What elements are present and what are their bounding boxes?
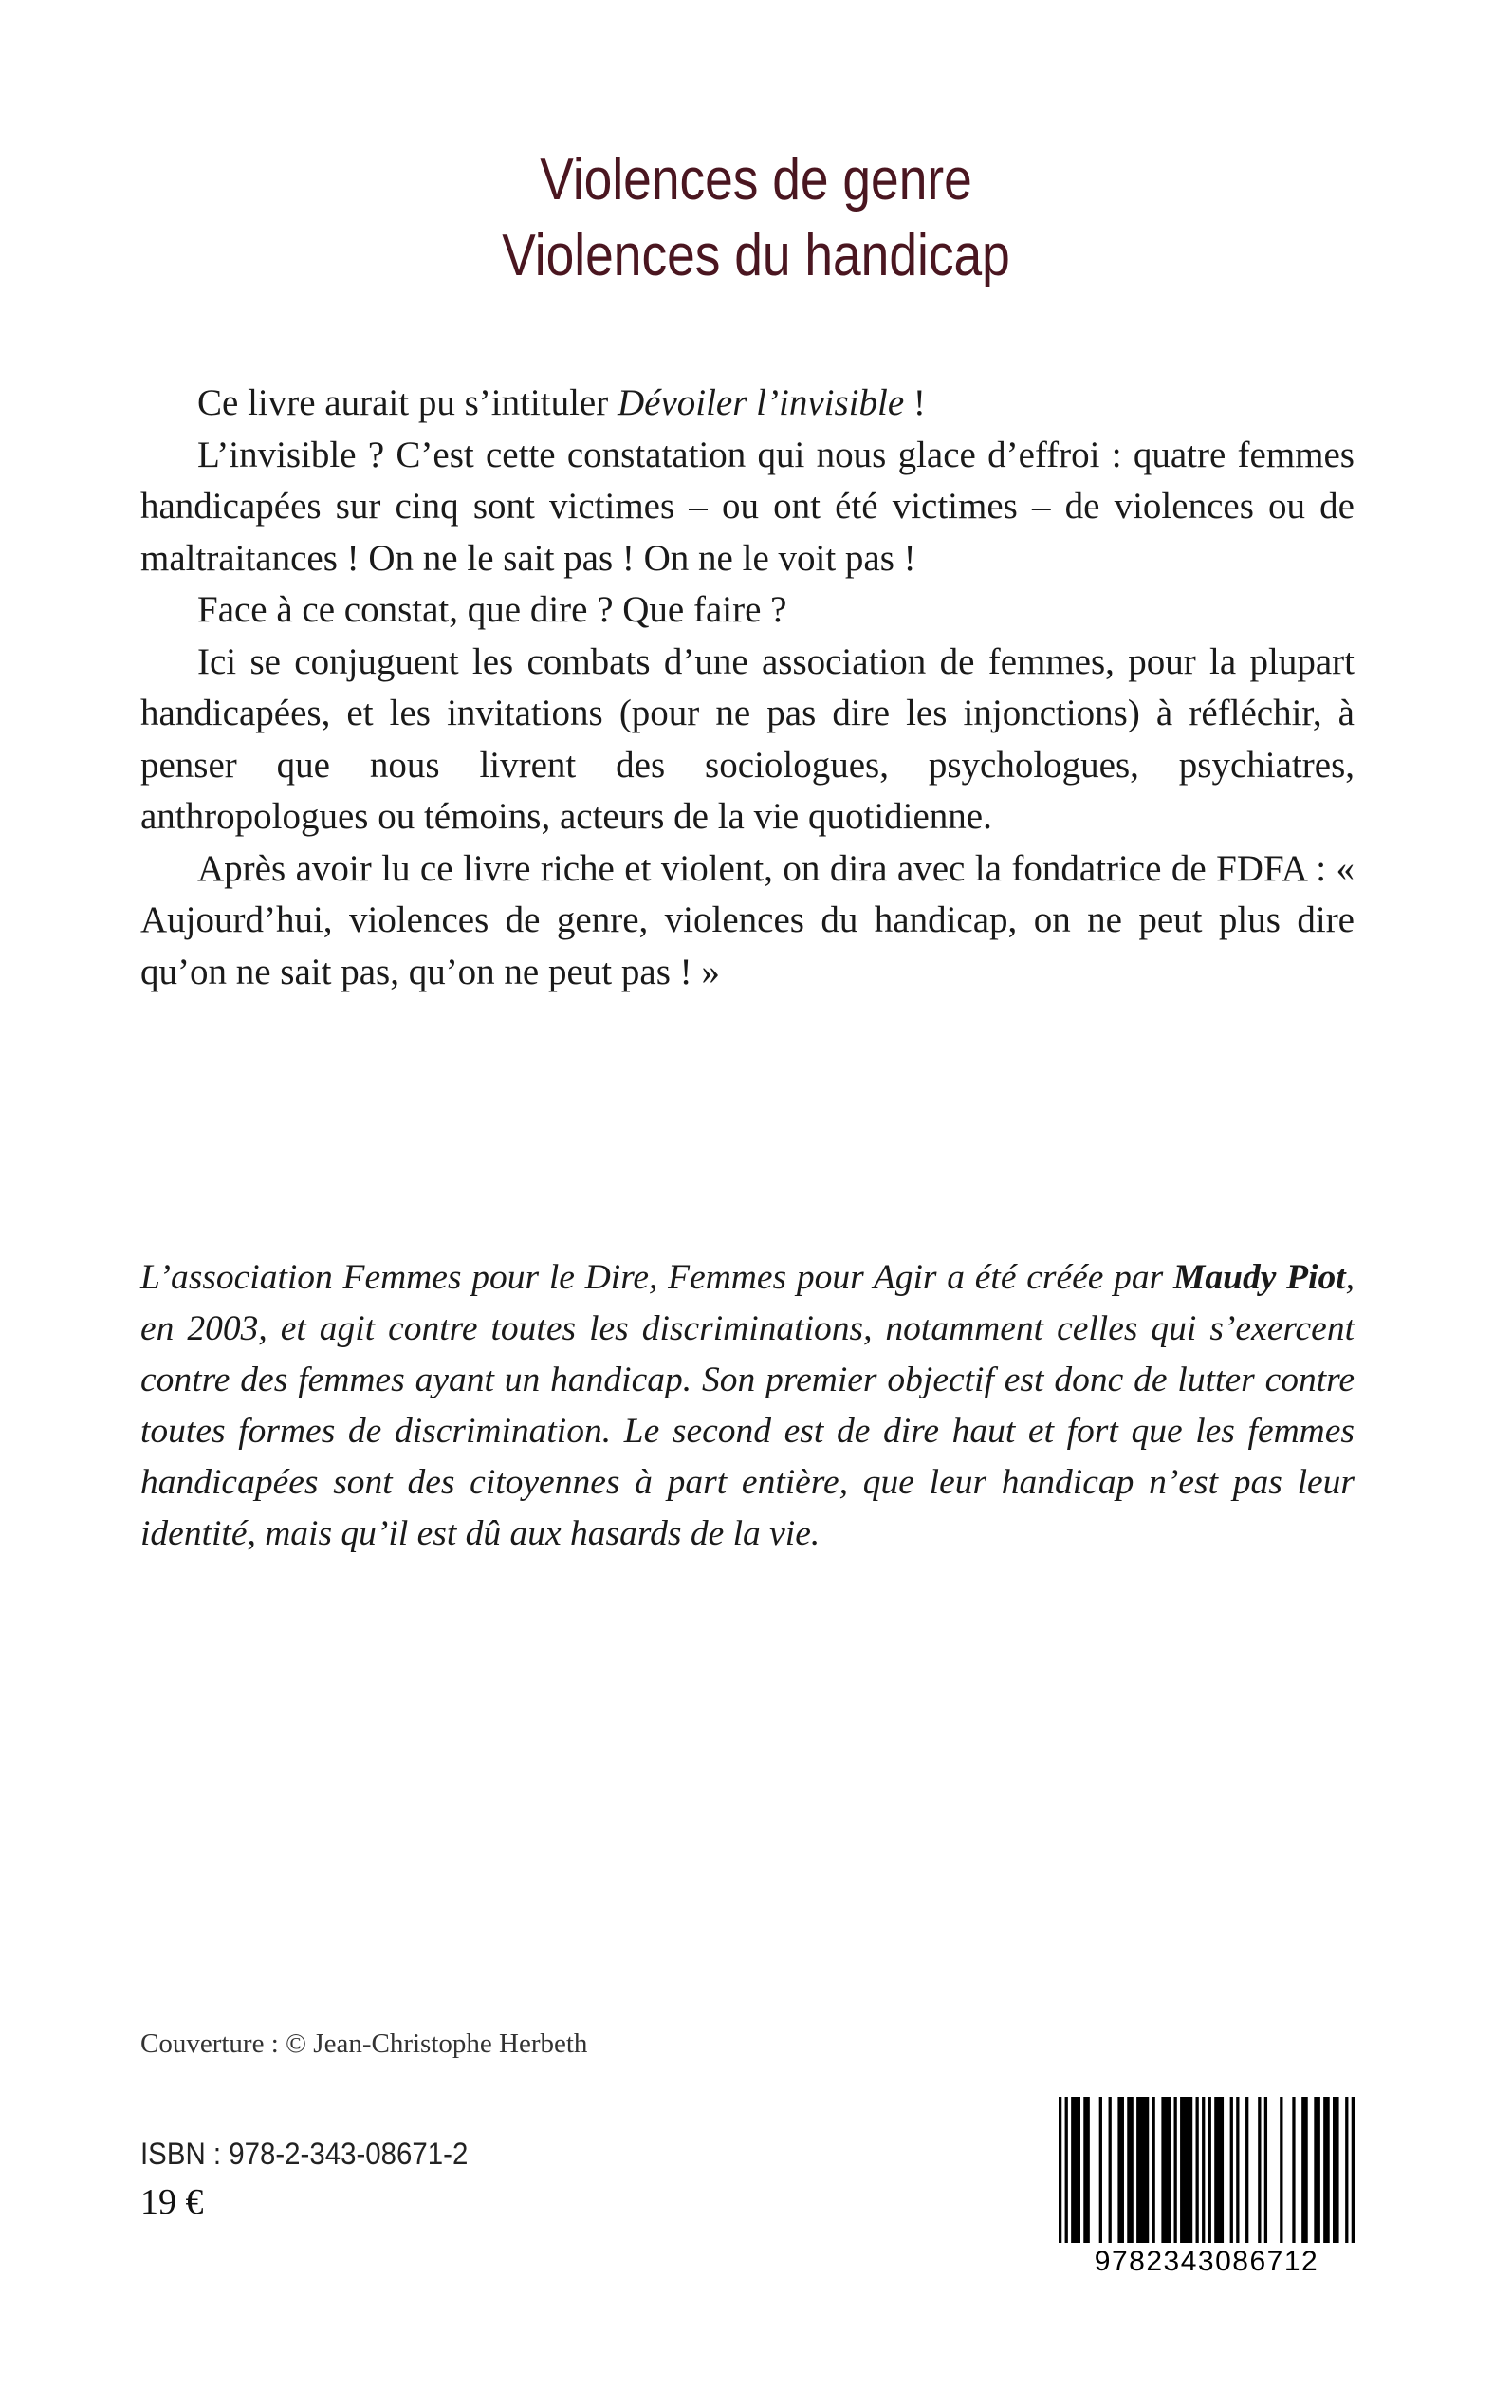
blurb-paragraph-5: Après avoir lu ce livre riche et violent, on dira avec la fondatrice de FDFA : « Aujourd’hui, violences de genre, violences du handicap, on ne peut plus dire qu’on ne sait pas, qu’on ne peut pas ! »	[140, 847, 1355, 992]
association-text-start: L’association Femmes pour le Dire, Femmes pour Agir a été créée par	[140, 1258, 1174, 1297]
price: 19 €	[140, 2182, 204, 2222]
barcode-bar	[1071, 2097, 1080, 2249]
barcode-digits: 9782343086712	[1059, 2243, 1355, 2281]
barcode-bar	[1202, 2097, 1205, 2249]
association-paragraph	[140, 1252, 1355, 1560]
barcode-bar	[1208, 2097, 1211, 2249]
title-line-1: Violences de genre	[540, 147, 972, 213]
barcode-bar	[1314, 2097, 1320, 2249]
book-title	[106, 142, 1407, 294]
barcode-bar	[1196, 2097, 1199, 2249]
barcode-bar	[1180, 2097, 1192, 2249]
barcode-bar	[1264, 2097, 1267, 2249]
barcode-bar	[1245, 2097, 1248, 2249]
blurb-paragraph-1	[140, 378, 1355, 430]
barcode-bar	[1280, 2097, 1282, 2249]
barcode-bar	[1083, 2097, 1090, 2249]
barcode-bar	[1230, 2097, 1233, 2249]
founder-name: Maudy Piot	[1173, 1258, 1346, 1297]
barcode-bar	[1352, 2097, 1355, 2249]
barcode-bar	[1258, 2097, 1261, 2249]
barcode-bar	[1127, 2097, 1134, 2249]
cover-credit: Couverture : © Jean-Christophe Herbeth	[140, 2028, 588, 2059]
barcode-bar	[1236, 2097, 1239, 2249]
barcode-bar	[1174, 2097, 1177, 2249]
blurb-paragraph-4: Ici se conjuguent les combats d’une association de femmes, pour la plupart handicapées, et les invitations (pour ne pas dire les injonctions) à réfléchir, à penser que nous livrent des sociologues, psychologues, psychiatres, anthropologues ou témoins, acteurs de la vie quotidienne.	[140, 640, 1355, 837]
barcode-bar	[1161, 2097, 1171, 2249]
blurb-p1-end: !	[904, 382, 926, 423]
barcode-bar	[1065, 2097, 1068, 2249]
barcode	[1059, 2097, 1355, 2283]
barcode-bar	[1152, 2097, 1155, 2249]
association-text-end: , en 2003, et agit contre toutes les discriminations, notamment celles qui s’exercent contre des femmes ayant un handicap. Son premier objectif est donc de lutter contre toutes formes de discrimination. Le second est de dire haut et fort que les femmes handicapées sont des citoyennes à part entière, que leur handicap n’est pas leur identité, mais qu’il est dû aux hasards de la vie.	[140, 1258, 1355, 1553]
barcode-bar	[1117, 2097, 1124, 2249]
association-description	[140, 1252, 1355, 1560]
barcode-bar	[1136, 2097, 1149, 2249]
barcode-bar	[1109, 2097, 1112, 2249]
barcode-bar	[1333, 2097, 1339, 2249]
blurb-p1-italic-title: Dévoiler l’invisible	[617, 382, 905, 423]
title-line-2: Violences du handicap	[502, 223, 1010, 288]
barcode-bar	[1059, 2097, 1061, 2249]
barcode-bar	[1099, 2097, 1102, 2249]
barcode-bar	[1214, 2097, 1224, 2249]
barcode-bars	[1059, 2097, 1355, 2249]
blurb-paragraph-3: Face à ce constat, que dire ? Que faire ?	[197, 589, 787, 630]
barcode-bar	[1323, 2097, 1330, 2249]
blurb	[140, 378, 1355, 998]
blurb-paragraph-2: L’invisible ? C’est cette constatation qui nous glace d’effroi : quatre femmes handicapées sur cinq sont victimes – ou ont été victimes – de violences ou de maltraitances ! On ne le sait pas ! On ne le voit pas !	[140, 434, 1355, 579]
blurb-p1-text: Ce livre aurait pu s’intituler	[197, 382, 618, 423]
barcode-bar	[1301, 2097, 1308, 2249]
barcode-bar	[1345, 2097, 1348, 2249]
isbn: ISBN : 978-2-343-08671-2	[140, 2137, 469, 2171]
barcode-bar	[1292, 2097, 1295, 2249]
